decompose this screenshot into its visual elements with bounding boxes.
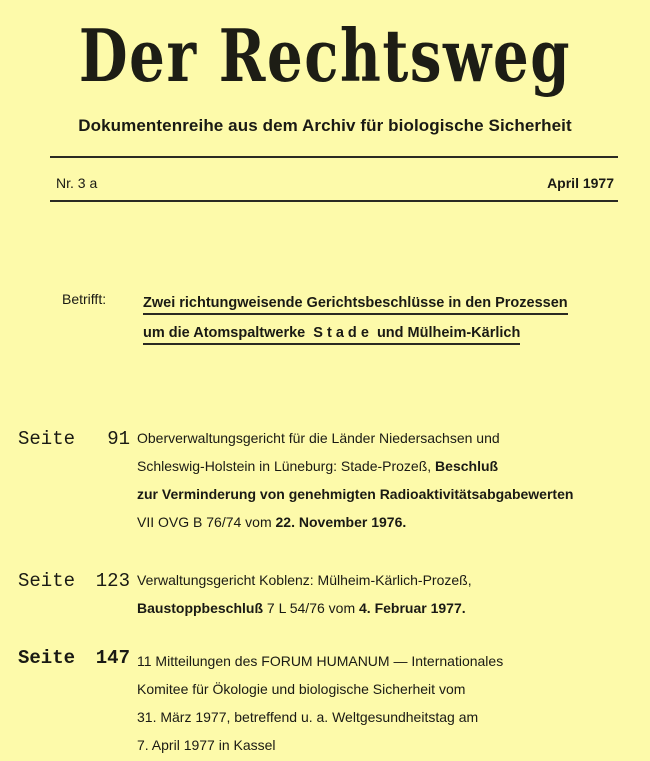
entry-line-bold: Baustoppbeschluß: [137, 600, 264, 616]
divider-top: [50, 156, 618, 158]
entry-line: 7. April 1977 in Kassel: [137, 737, 276, 753]
entry-line-bold: 22. November 1976.: [275, 514, 407, 530]
subject-text: [143, 288, 623, 348]
masthead-title: Der Rechtsweg: [78, 13, 572, 98]
entry-line-bold: 4. Februar 1977.: [359, 600, 466, 616]
divider-bottom: [50, 200, 618, 202]
entry-line: 11 Mitteilungen des FORUM HUMANUM — Internationales: [137, 653, 504, 669]
entry-line-bold: Beschluß: [435, 458, 499, 474]
entry-description: [137, 566, 637, 622]
issue-number: Nr. 3 a: [56, 175, 98, 191]
issue-date: April 1977: [547, 175, 614, 191]
page-number: 123: [95, 570, 130, 592]
entry-line: VII OVG B 76/74 vom: [137, 514, 276, 530]
entry-line: Komitee für Ökologie und biologische Sicherheit vom: [137, 681, 466, 697]
entry-line: 31. März 1977, betreffend u. a. Weltgesundheitstag am: [137, 709, 479, 725]
entry-description: [137, 424, 637, 536]
seite-label: Seite: [18, 647, 76, 669]
entry-description: [137, 647, 637, 759]
page-number: 147: [95, 647, 130, 669]
page-number: 91: [107, 428, 130, 450]
page-ref: [18, 570, 130, 592]
seite-label: Seite: [18, 428, 76, 450]
subject-line-1: Zwei richtungweisende Gerichtsbeschlüsse in den Prozessen: [143, 293, 568, 315]
subject-label: Betrifft:: [62, 291, 107, 307]
entry-line-bold: zur Verminderung von genehmigten Radioaktivitätsabgabewerten: [137, 486, 574, 502]
entry-line: Oberverwaltungsgericht für die Länder Niedersachsen und: [137, 430, 500, 446]
subtitle: Dokumentenreihe aus dem Archiv für biologische Sicherheit: [78, 116, 572, 135]
page-ref: [18, 647, 130, 669]
entry-line: Verwaltungsgericht Koblenz: Mülheim-Kärlich-Prozeß,: [137, 572, 472, 588]
entry-line: Schleswig-Holstein in Lüneburg: Stade-Prozeß,: [137, 458, 436, 474]
page-ref: [18, 428, 130, 450]
seite-label: Seite: [18, 570, 76, 592]
entry-line: 7 L 54/76 vom: [263, 600, 359, 616]
subject-line-2: um die Atomspaltwerke S t a d e und Mülheim-Kärlich: [143, 323, 520, 345]
